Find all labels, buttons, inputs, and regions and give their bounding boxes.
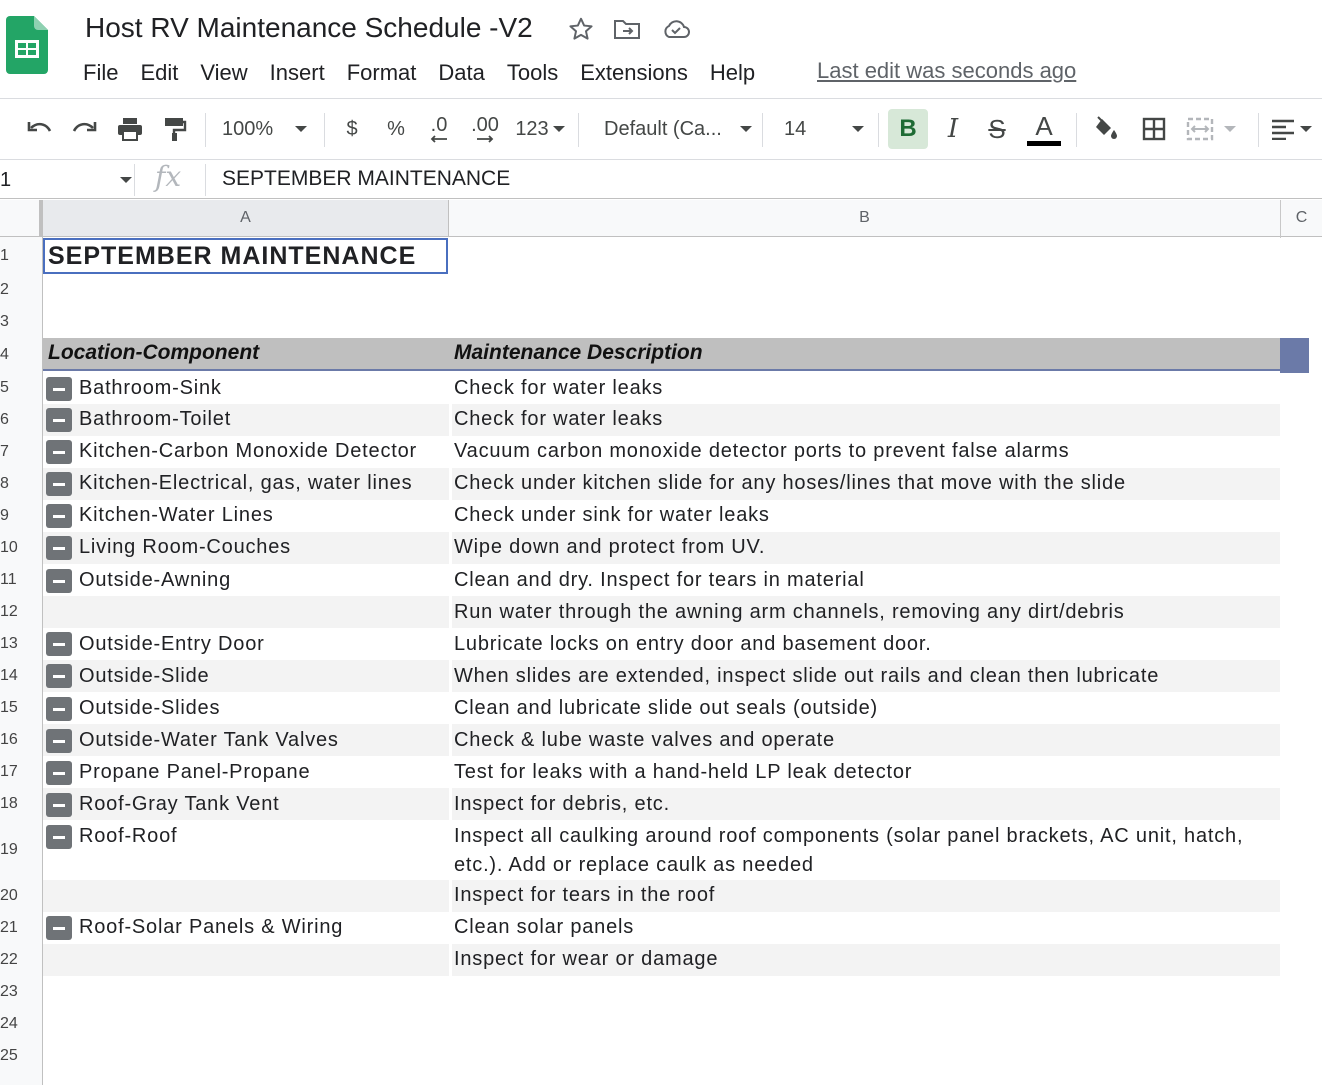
row-number[interactable]: 2: [0, 274, 43, 306]
row-number[interactable]: 23: [0, 976, 43, 1008]
row-number[interactable]: 21: [0, 912, 43, 944]
chevron-down-icon: [553, 126, 565, 132]
collapse-group-icon[interactable]: [46, 536, 72, 560]
row-number[interactable]: 15: [0, 692, 43, 724]
row-number[interactable]: 4: [0, 338, 43, 372]
description-cell[interactable]: Inspect for tears in the roof: [454, 884, 716, 906]
description-cell[interactable]: Check for water leaks: [454, 408, 664, 430]
toolbar-separator: [578, 113, 579, 147]
menu-insert[interactable]: Insert: [269, 60, 325, 85]
row-number[interactable]: 1: [0, 238, 43, 274]
cloud-saved-icon[interactable]: [661, 14, 691, 44]
description-cell[interactable]: When slides are extended, inspect slide out rails and clean then lubricate: [454, 665, 1160, 687]
chevron-down-icon: [740, 126, 752, 132]
arrow-left-icon: [429, 135, 449, 143]
location-cell[interactable]: Propane Panel-Propane: [79, 761, 311, 783]
redo-icon[interactable]: [68, 103, 102, 155]
row-number[interactable]: 7: [0, 436, 43, 468]
font-family-select[interactable]: [604, 103, 754, 155]
star-icon[interactable]: [566, 14, 596, 44]
location-cell[interactable]: Outside-Entry Door: [79, 633, 265, 655]
collapse-group-icon[interactable]: [46, 377, 72, 401]
row-number[interactable]: 19: [0, 820, 43, 880]
select-all-corner[interactable]: [0, 200, 43, 237]
collapse-group-icon[interactable]: [46, 825, 72, 849]
row-number[interactable]: 6: [0, 404, 43, 436]
formula-bar-separator: [134, 164, 135, 196]
row-number[interactable]: 16: [0, 724, 43, 756]
description-cell[interactable]: Clean solar panels: [454, 916, 635, 938]
collapse-group-icon[interactable]: [46, 697, 72, 721]
header-maintenance-description[interactable]: Maintenance Description: [454, 341, 703, 364]
location-cell[interactable]: Roof-Solar Panels & Wiring: [79, 916, 344, 938]
menu-file[interactable]: File: [83, 60, 119, 85]
row-number[interactable]: 11: [0, 564, 43, 596]
collapse-group-icon[interactable]: [46, 472, 72, 496]
percent-format-button[interactable]: %: [387, 117, 405, 140]
paint-format-icon[interactable]: [158, 103, 192, 155]
row-number[interactable]: 9: [0, 500, 43, 532]
location-cell[interactable]: Roof-Roof: [79, 825, 178, 847]
location-cell[interactable]: Roof-Gray Tank Vent: [79, 793, 280, 815]
menu-extensions[interactable]: Extensions: [580, 60, 688, 85]
menu-help[interactable]: Help: [709, 60, 756, 85]
decrease-decimal-button[interactable]: [424, 103, 454, 155]
undo-icon[interactable]: [22, 103, 56, 155]
bold-button[interactable]: B: [888, 109, 928, 149]
sheet-title-cell[interactable]: SEPTEMBER MAINTENANCE: [48, 242, 417, 270]
location-cell[interactable]: Kitchen-Water Lines: [79, 504, 274, 526]
column-header-b[interactable]: B: [449, 200, 1281, 237]
collapse-group-icon[interactable]: [46, 632, 72, 656]
chevron-down-icon[interactable]: [120, 177, 132, 183]
font-size-select[interactable]: [784, 103, 870, 155]
increase-decimal-button[interactable]: [468, 103, 502, 155]
description-cell[interactable]: Clean and lubricate slide out seals (outside): [454, 697, 878, 719]
collapse-group-icon[interactable]: [46, 916, 72, 940]
description-cell[interactable]: Inspect for wear or damage: [454, 948, 719, 970]
toolbar-separator: [1258, 113, 1259, 147]
toolbar-separator: [762, 113, 763, 147]
toolbar: [0, 103, 1322, 155]
collapse-group-icon[interactable]: [46, 729, 72, 753]
text-color-label: A: [1035, 110, 1053, 141]
collapse-group-icon[interactable]: [46, 664, 72, 688]
column-header-a[interactable]: A: [43, 200, 449, 237]
chevron-down-icon: [1300, 126, 1312, 132]
italic-button[interactable]: I: [947, 114, 959, 144]
header-accent: [1280, 338, 1309, 373]
location-cell[interactable]: Outside-Slide: [79, 665, 210, 687]
row-number[interactable]: 12: [0, 596, 43, 628]
sheets-logo-icon[interactable]: [6, 16, 48, 74]
location-cell[interactable]: Kitchen-Electrical, gas, water lines: [79, 472, 413, 494]
location-cell[interactable]: Outside-Slides: [79, 697, 221, 719]
zoom-value: 100%: [222, 117, 274, 140]
collapse-group-icon[interactable]: [46, 440, 72, 464]
formula-input[interactable]: SEPTEMBER MAINTENANCE: [222, 167, 511, 190]
collapse-group-icon[interactable]: [46, 761, 72, 785]
column-divider: [449, 372, 452, 976]
description-cell[interactable]: Check & lube waste valves and operate: [454, 729, 835, 751]
text-color-button[interactable]: [1026, 103, 1062, 155]
row-number[interactable]: 22: [0, 944, 43, 976]
location-cell[interactable]: Bathroom-Toilet: [79, 408, 232, 430]
description-cell[interactable]: Run water through the awning arm channels, removing any dirt/debris: [454, 601, 1125, 623]
row-number[interactable]: 20: [0, 880, 43, 912]
collapse-group-icon[interactable]: [46, 793, 72, 817]
more-formats-button[interactable]: [512, 103, 568, 155]
row-number[interactable]: 17: [0, 756, 43, 788]
row-number[interactable]: 8: [0, 468, 43, 500]
document-title[interactable]: Host RV Maintenance Schedule -V2: [85, 12, 533, 43]
merge-cells-icon[interactable]: [1186, 103, 1248, 155]
grid-top-border: [0, 198, 1322, 199]
column-divider: [1280, 200, 1281, 238]
chevron-down-icon: [295, 126, 307, 132]
description-cell[interactable]: Inspect for debris, etc.: [454, 793, 670, 815]
description-cell[interactable]: Check for water leaks: [454, 377, 664, 399]
description-cell[interactable]: Check under sink for water leaks: [454, 504, 770, 526]
name-box[interactable]: 1: [0, 168, 12, 191]
description-cell[interactable]: Test for leaks with a hand-held LP leak detector: [454, 761, 913, 783]
zoom-select[interactable]: [222, 103, 314, 155]
menu-format[interactable]: Format: [346, 60, 417, 85]
header-location-component[interactable]: Location-Component: [48, 341, 260, 364]
menu-view[interactable]: View: [200, 60, 248, 85]
location-cell[interactable]: Living Room-Couches: [79, 536, 291, 558]
arrow-right-icon: [475, 135, 495, 143]
description-cell[interactable]: Wipe down and protect from UV.: [454, 536, 766, 558]
description-cell[interactable]: Lubricate locks on entry door and basement door.: [454, 633, 932, 655]
text-color-swatch: [1027, 141, 1061, 146]
chevron-down-icon: [1224, 126, 1236, 132]
column-header-c[interactable]: C: [1281, 200, 1322, 237]
description-cell[interactable]: Vacuum carbon monoxide detector ports to prevent false alarms: [454, 440, 1070, 462]
toolbar-divider: [0, 98, 1322, 99]
collapse-group-icon[interactable]: [46, 504, 72, 528]
location-cell[interactable]: Bathroom-Sink: [79, 377, 222, 399]
row-number[interactable]: 13: [0, 628, 43, 660]
decrease-decimal-label: .0: [430, 114, 448, 136]
menu-edit[interactable]: Edit: [140, 60, 179, 85]
last-edit-link[interactable]: Last edit was seconds ago: [817, 58, 1077, 83]
menu-data[interactable]: Data: [438, 60, 485, 85]
currency-format-button[interactable]: $: [346, 117, 358, 140]
more-formats-label: 123: [515, 117, 549, 140]
location-cell[interactable]: Outside-Awning: [79, 569, 232, 591]
formula-bar-separator: [205, 164, 206, 196]
collapse-group-icon[interactable]: [46, 408, 72, 432]
toolbar-separator: [1076, 113, 1077, 147]
description-cell[interactable]: Check under kitchen slide for any hoses/lines that move with the slide: [454, 472, 1126, 494]
toolbar-separator: [205, 113, 206, 147]
row-number[interactable]: 14: [0, 660, 43, 692]
menu-tools[interactable]: Tools: [506, 60, 559, 85]
row-number[interactable]: 25: [0, 1040, 43, 1072]
location-cell[interactable]: Kitchen-Carbon Monoxide Detector: [79, 440, 417, 462]
horizontal-align-icon[interactable]: [1270, 103, 1322, 155]
collapse-group-icon[interactable]: [46, 569, 72, 593]
row-number[interactable]: 10: [0, 532, 43, 564]
location-cell[interactable]: Outside-Water Tank Valves: [79, 729, 339, 751]
menu-bar: [72, 58, 766, 88]
description-cell[interactable]: Inspect all caulking around roof components (solar panel brackets, AC unit, hatch,: [454, 825, 1244, 847]
toolbar-separator: [878, 113, 879, 147]
move-folder-icon[interactable]: [612, 14, 642, 44]
row-number[interactable]: 3: [0, 306, 43, 338]
chevron-down-icon: [852, 126, 864, 132]
row-number[interactable]: 5: [0, 372, 43, 404]
increase-decimal-label: .00: [471, 114, 499, 136]
row-number[interactable]: 18: [0, 788, 43, 820]
description-cell[interactable]: Clean and dry. Inspect for tears in material: [454, 569, 865, 591]
fill-color-icon[interactable]: [1090, 103, 1122, 155]
font-size-value: 14: [784, 117, 807, 140]
borders-icon[interactable]: [1138, 103, 1170, 155]
row-number[interactable]: 24: [0, 1008, 43, 1040]
strikethrough-button[interactable]: S: [988, 113, 1006, 144]
function-icon: fx: [155, 160, 182, 193]
toolbar-separator: [324, 113, 325, 147]
print-icon[interactable]: [113, 103, 147, 155]
description-cell-continued[interactable]: etc.). Add or replace caulk as needed: [454, 854, 814, 876]
font-family-value: Default (Ca...: [604, 117, 722, 140]
formula-bar-divider: [0, 159, 1322, 160]
